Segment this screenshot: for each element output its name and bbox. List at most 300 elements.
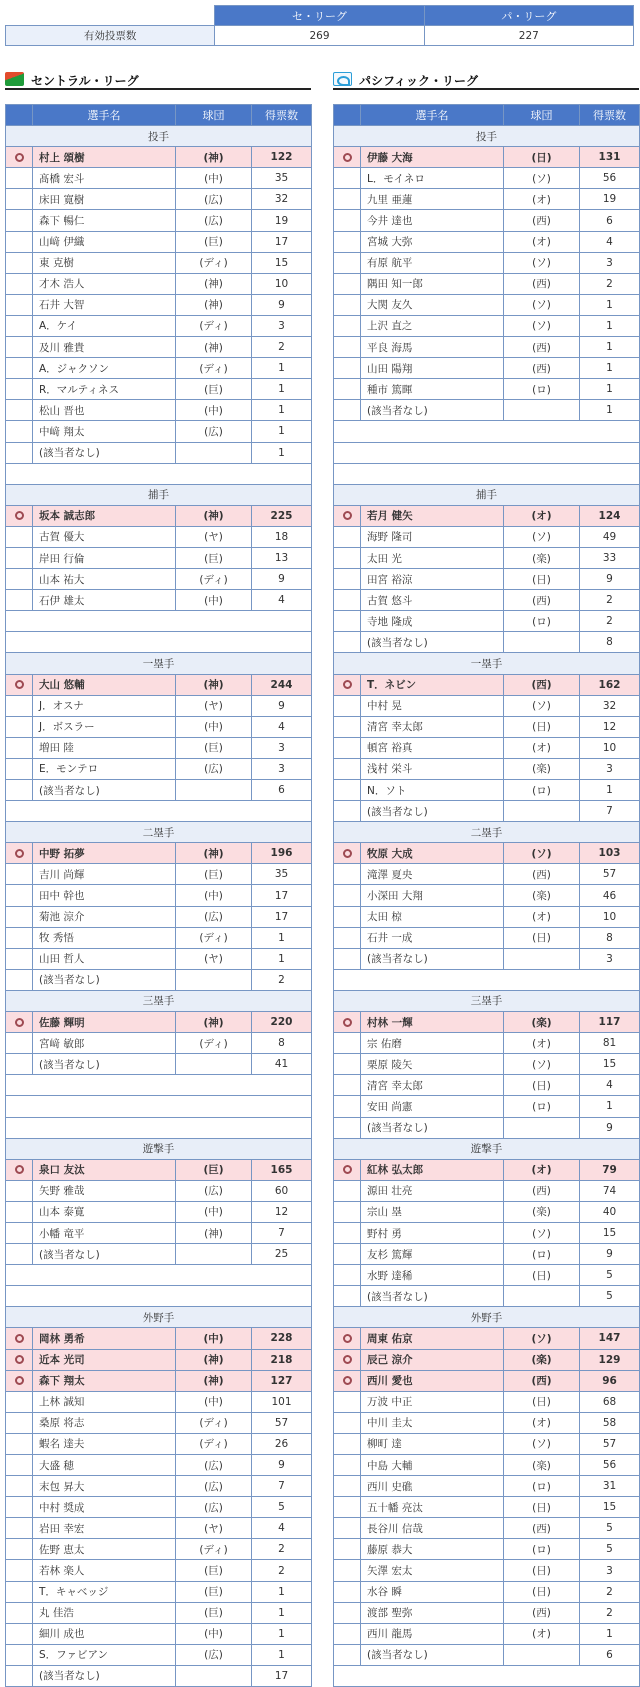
empty-row bbox=[334, 421, 640, 442]
player-name: 石井 一成 bbox=[361, 927, 504, 948]
team-name: (オ) bbox=[504, 906, 580, 927]
player-name: 若林 楽人 bbox=[33, 1560, 176, 1581]
team-name bbox=[504, 801, 580, 822]
table-row bbox=[6, 337, 312, 358]
team-name: (日) bbox=[504, 927, 580, 948]
mark-cell bbox=[334, 505, 361, 526]
team-name: (ディ) bbox=[176, 1539, 252, 1560]
empty-row bbox=[6, 1117, 312, 1138]
player-name: 及川 雅貴 bbox=[33, 337, 176, 358]
vote-count: 1 bbox=[580, 1623, 640, 1644]
team-name bbox=[504, 1286, 580, 1307]
mark-cell bbox=[334, 1644, 361, 1665]
mark-cell bbox=[334, 273, 361, 294]
player-name: 滝澤 夏央 bbox=[361, 864, 504, 885]
team-name: (オ) bbox=[504, 1623, 580, 1644]
player-name: 坂本 誠志郎 bbox=[33, 505, 176, 526]
player-name: 才木 浩人 bbox=[33, 273, 176, 294]
table-row bbox=[334, 1096, 640, 1117]
player-name: 中村 晃 bbox=[361, 695, 504, 716]
team-name: (ソ) bbox=[504, 1054, 580, 1075]
vote-count: 3 bbox=[252, 758, 312, 779]
table-row bbox=[334, 315, 640, 336]
mark-cell bbox=[334, 1349, 361, 1370]
player-name: 清宮 幸太郎 bbox=[361, 716, 504, 737]
table-row bbox=[334, 885, 640, 906]
empty-row bbox=[334, 463, 640, 484]
empty-row bbox=[334, 969, 640, 990]
table-row bbox=[334, 590, 640, 611]
player-name: 床田 寛樹 bbox=[33, 189, 176, 210]
vote-count: 35 bbox=[252, 864, 312, 885]
team-name: (西) bbox=[504, 674, 580, 695]
table-row bbox=[334, 1286, 640, 1307]
mark-cell bbox=[334, 1244, 361, 1265]
vote-count: 1 bbox=[252, 927, 312, 948]
vote-count: 17 bbox=[252, 231, 312, 252]
mark-cell bbox=[6, 1349, 33, 1370]
pacific-league-heading bbox=[333, 68, 639, 90]
player-name: 種市 篤暉 bbox=[361, 379, 504, 400]
position-header-row bbox=[6, 653, 312, 674]
mark-cell bbox=[334, 1159, 361, 1180]
votes-column-header: 得票数 bbox=[252, 105, 312, 126]
mark-cell bbox=[6, 1033, 33, 1054]
empty-cell bbox=[6, 1075, 312, 1096]
team-name: (神) bbox=[176, 674, 252, 695]
mark-cell bbox=[6, 1391, 33, 1412]
mark-cell bbox=[334, 758, 361, 779]
position-label: 一塁手 bbox=[6, 653, 312, 674]
team-name: (ソ) bbox=[504, 695, 580, 716]
winner-circle-icon bbox=[15, 511, 24, 520]
mark-cell bbox=[334, 590, 361, 611]
table-row bbox=[6, 189, 312, 210]
mark-cell bbox=[6, 1222, 33, 1243]
vote-count: 12 bbox=[580, 716, 640, 737]
team-name: (ディ) bbox=[176, 252, 252, 273]
team-name bbox=[176, 780, 252, 801]
winner-circle-icon bbox=[15, 849, 24, 858]
player-name: 平良 海馬 bbox=[361, 337, 504, 358]
player-name: 宮﨑 敏郎 bbox=[33, 1033, 176, 1054]
team-name: (日) bbox=[504, 716, 580, 737]
team-name: (巨) bbox=[176, 864, 252, 885]
player-name: 吉川 尚輝 bbox=[33, 864, 176, 885]
winner-row bbox=[6, 1159, 312, 1180]
vote-count: 32 bbox=[580, 695, 640, 716]
team-name: (中) bbox=[176, 590, 252, 611]
table-row bbox=[6, 1665, 312, 1686]
vote-count: 1 bbox=[580, 294, 640, 315]
team-name: (広) bbox=[176, 1455, 252, 1476]
player-name: 山﨑 伊織 bbox=[33, 231, 176, 252]
vote-count: 8 bbox=[252, 1033, 312, 1054]
team-name: (西) bbox=[504, 590, 580, 611]
table-row bbox=[334, 1412, 640, 1433]
vote-count: 1 bbox=[252, 442, 312, 463]
mark-cell bbox=[334, 843, 361, 864]
team-name: (日) bbox=[504, 1265, 580, 1286]
team-name: (西) bbox=[504, 1180, 580, 1201]
table-row bbox=[6, 442, 312, 463]
position-header-row bbox=[334, 822, 640, 843]
team-name bbox=[504, 1117, 580, 1138]
vote-count: 9 bbox=[252, 569, 312, 590]
vote-count: 4 bbox=[252, 716, 312, 737]
player-name: 増田 陸 bbox=[33, 737, 176, 758]
player-name: 蝦名 達夫 bbox=[33, 1433, 176, 1454]
mark-cell bbox=[6, 716, 33, 737]
player-name: 古賀 悠斗 bbox=[361, 590, 504, 611]
table-row bbox=[6, 1518, 312, 1539]
vote-count: 57 bbox=[252, 1412, 312, 1433]
player-name: 佐野 恵太 bbox=[33, 1539, 176, 1560]
winner-row bbox=[334, 505, 640, 526]
vote-count: 4 bbox=[252, 1518, 312, 1539]
player-name: 太田 光 bbox=[361, 547, 504, 568]
vote-count: 49 bbox=[580, 526, 640, 547]
vote-count: 131 bbox=[580, 147, 640, 168]
vote-count: 10 bbox=[580, 906, 640, 927]
player-name: 今井 達也 bbox=[361, 210, 504, 231]
mark-cell bbox=[6, 674, 33, 695]
vote-count: 1 bbox=[580, 379, 640, 400]
table-row bbox=[6, 927, 312, 948]
empty-cell bbox=[6, 463, 312, 484]
position-header-row bbox=[334, 990, 640, 1011]
mark-cell bbox=[6, 758, 33, 779]
table-row bbox=[6, 1476, 312, 1497]
mark-cell bbox=[6, 526, 33, 547]
mark-cell bbox=[334, 885, 361, 906]
vote-count: 4 bbox=[580, 1075, 640, 1096]
position-header-row bbox=[6, 990, 312, 1011]
mark-cell bbox=[334, 906, 361, 927]
table-row bbox=[334, 358, 640, 379]
team-name: (ヤ) bbox=[176, 948, 252, 969]
team-name: (ソ) bbox=[504, 1433, 580, 1454]
player-name: 丸 佳浩 bbox=[33, 1602, 176, 1623]
mark-cell bbox=[6, 358, 33, 379]
player-name: 小深田 大翔 bbox=[361, 885, 504, 906]
player-name: 佐藤 輝明 bbox=[33, 1012, 176, 1033]
player-name: 野村 勇 bbox=[361, 1222, 504, 1243]
player-name: 中島 大輔 bbox=[361, 1455, 504, 1476]
vote-count: 40 bbox=[580, 1201, 640, 1222]
vote-count: 220 bbox=[252, 1012, 312, 1033]
vote-count: 2 bbox=[580, 611, 640, 632]
mark-cell bbox=[6, 590, 33, 611]
team-name: (西) bbox=[504, 1602, 580, 1623]
team-name: (オ) bbox=[504, 505, 580, 526]
vote-count: 244 bbox=[252, 674, 312, 695]
team-name: (巨) bbox=[176, 547, 252, 568]
vote-count: 19 bbox=[580, 189, 640, 210]
player-name: 有原 航平 bbox=[361, 252, 504, 273]
player-name: L．モイネロ bbox=[361, 168, 504, 189]
position-label: 二塁手 bbox=[6, 822, 312, 843]
mark-cell bbox=[6, 1518, 33, 1539]
winner-circle-icon bbox=[15, 1165, 24, 1174]
team-name: (オ) bbox=[504, 231, 580, 252]
player-name: (該当者なし) bbox=[33, 969, 176, 990]
position-header-row bbox=[334, 484, 640, 505]
player-name: 山田 哲人 bbox=[33, 948, 176, 969]
mark-cell bbox=[6, 1054, 33, 1075]
player-name: 岩田 幸宏 bbox=[33, 1518, 176, 1539]
team-name: (楽) bbox=[504, 758, 580, 779]
team-name bbox=[504, 948, 580, 969]
central-league-heading bbox=[5, 68, 311, 90]
player-name: (該当者なし) bbox=[361, 1286, 504, 1307]
team-name: (オ) bbox=[504, 1033, 580, 1054]
table-row bbox=[334, 1455, 640, 1476]
vote-count: 56 bbox=[580, 168, 640, 189]
team-name: (日) bbox=[504, 147, 580, 168]
team-name: (楽) bbox=[504, 1349, 580, 1370]
team-name: (ソ) bbox=[504, 843, 580, 864]
mark-cell bbox=[6, 843, 33, 864]
vote-count: 1 bbox=[580, 358, 640, 379]
table-row bbox=[6, 1539, 312, 1560]
mark-cell bbox=[6, 1370, 33, 1391]
player-name: (該当者なし) bbox=[33, 442, 176, 463]
mark-cell bbox=[6, 1412, 33, 1433]
position-header-row bbox=[6, 484, 312, 505]
vote-count: 58 bbox=[580, 1412, 640, 1433]
team-name: (中) bbox=[176, 1623, 252, 1644]
team-name: (ヤ) bbox=[176, 526, 252, 547]
team-name: (神) bbox=[176, 1222, 252, 1243]
mark-cell bbox=[334, 780, 361, 801]
winner-circle-icon bbox=[15, 1018, 24, 1027]
table-row bbox=[6, 421, 312, 442]
table-row bbox=[6, 400, 312, 421]
mark-cell bbox=[6, 885, 33, 906]
player-name: 頓宮 裕真 bbox=[361, 737, 504, 758]
mark-cell bbox=[6, 189, 33, 210]
vote-count: 25 bbox=[252, 1244, 312, 1265]
table-row bbox=[334, 1391, 640, 1412]
mark-cell bbox=[6, 442, 33, 463]
player-name: 村林 一輝 bbox=[361, 1012, 504, 1033]
team-name: (楽) bbox=[504, 1012, 580, 1033]
team-name: (ソ) bbox=[504, 315, 580, 336]
team-name: (楽) bbox=[504, 547, 580, 568]
empty-row bbox=[6, 463, 312, 484]
player-name: 長谷川 信哉 bbox=[361, 1518, 504, 1539]
player-name: 中村 奨成 bbox=[33, 1497, 176, 1518]
team-name: (中) bbox=[176, 168, 252, 189]
table-row bbox=[6, 1033, 312, 1054]
team-name: (ディ) bbox=[176, 1033, 252, 1054]
table-row bbox=[334, 1623, 640, 1644]
player-name: 大関 友久 bbox=[361, 294, 504, 315]
player-name-column-header: 選手名 bbox=[33, 105, 176, 126]
central-votes-table bbox=[5, 104, 312, 1687]
vote-count: 1 bbox=[252, 1602, 312, 1623]
player-name: 泉口 友汰 bbox=[33, 1159, 176, 1180]
vote-count: 18 bbox=[252, 526, 312, 547]
vote-count: 79 bbox=[580, 1159, 640, 1180]
table-row bbox=[334, 801, 640, 822]
table-row bbox=[6, 210, 312, 231]
winner-row bbox=[6, 1328, 312, 1349]
mark-cell bbox=[334, 168, 361, 189]
mark-cell bbox=[334, 1476, 361, 1497]
empty-row bbox=[334, 442, 640, 463]
team-name: (広) bbox=[176, 210, 252, 231]
mark-cell bbox=[6, 421, 33, 442]
mark-cell bbox=[334, 1033, 361, 1054]
player-name: 隅田 知一郎 bbox=[361, 273, 504, 294]
mark-cell bbox=[334, 358, 361, 379]
vote-count: 1 bbox=[252, 400, 312, 421]
player-name: 周東 佑京 bbox=[361, 1328, 504, 1349]
player-name: 渡部 聖弥 bbox=[361, 1602, 504, 1623]
vote-count: 9 bbox=[580, 1117, 640, 1138]
position-label: 投手 bbox=[6, 126, 312, 147]
table-row bbox=[6, 1581, 312, 1602]
empty-cell bbox=[334, 442, 640, 463]
vote-count: 56 bbox=[580, 1455, 640, 1476]
mark-cell bbox=[6, 969, 33, 990]
winner-row bbox=[334, 1328, 640, 1349]
team-name bbox=[176, 1244, 252, 1265]
position-label: 捕手 bbox=[6, 484, 312, 505]
player-name: E．モンテロ bbox=[33, 758, 176, 779]
table-row bbox=[334, 1497, 640, 1518]
mark-cell bbox=[334, 737, 361, 758]
mark-cell bbox=[6, 906, 33, 927]
mark-cell bbox=[6, 231, 33, 252]
team-name: (ロ) bbox=[504, 1096, 580, 1117]
player-name: 寺地 隆成 bbox=[361, 611, 504, 632]
team-name: (広) bbox=[176, 1476, 252, 1497]
position-label: 三塁手 bbox=[334, 990, 640, 1011]
mark-cell bbox=[334, 379, 361, 400]
team-name: (神) bbox=[176, 337, 252, 358]
team-name: (ヤ) bbox=[176, 695, 252, 716]
player-name: 末包 昇大 bbox=[33, 1476, 176, 1497]
vote-count: 57 bbox=[580, 864, 640, 885]
vote-count: 127 bbox=[252, 1370, 312, 1391]
table-row bbox=[6, 379, 312, 400]
table-row bbox=[6, 885, 312, 906]
mark-cell bbox=[6, 1623, 33, 1644]
empty-cell bbox=[6, 632, 312, 653]
player-name: 安田 尚憲 bbox=[361, 1096, 504, 1117]
vote-count: 3 bbox=[252, 737, 312, 758]
table-row bbox=[6, 547, 312, 568]
vote-count: 74 bbox=[580, 1180, 640, 1201]
team-name: (広) bbox=[176, 1497, 252, 1518]
winner-row bbox=[334, 1159, 640, 1180]
team-name: (広) bbox=[176, 1180, 252, 1201]
mark-cell bbox=[334, 1117, 361, 1138]
empty-cell bbox=[6, 1286, 312, 1307]
vote-count: 147 bbox=[580, 1328, 640, 1349]
vote-count: 8 bbox=[580, 632, 640, 653]
mark-cell bbox=[6, 1644, 33, 1665]
mark-cell bbox=[334, 1391, 361, 1412]
player-name: 柳町 達 bbox=[361, 1433, 504, 1454]
team-name: (ディ) bbox=[176, 569, 252, 590]
player-name: (該当者なし) bbox=[33, 1054, 176, 1075]
player-name: 水野 達稀 bbox=[361, 1265, 504, 1286]
team-name: (神) bbox=[176, 1349, 252, 1370]
vote-count: 35 bbox=[252, 168, 312, 189]
table-row bbox=[334, 1075, 640, 1096]
votes-column-header: 得票数 bbox=[580, 105, 640, 126]
team-name: (オ) bbox=[504, 1159, 580, 1180]
empty-cell bbox=[334, 969, 640, 990]
player-name: 大盛 穂 bbox=[33, 1455, 176, 1476]
table-row bbox=[6, 1560, 312, 1581]
summary-corner bbox=[6, 6, 215, 26]
player-name: T．キャベッジ bbox=[33, 1581, 176, 1602]
winner-circle-icon bbox=[343, 511, 352, 520]
player-name: 村上 頌樹 bbox=[33, 147, 176, 168]
player-name: 牧原 大成 bbox=[361, 843, 504, 864]
mark-cell bbox=[6, 273, 33, 294]
table-row bbox=[334, 1033, 640, 1054]
winner-circle-icon bbox=[15, 680, 24, 689]
mark-cell bbox=[334, 948, 361, 969]
player-name: 辰己 涼介 bbox=[361, 1349, 504, 1370]
winner-row bbox=[6, 1370, 312, 1391]
team-column-header: 球団 bbox=[176, 105, 252, 126]
empty-cell bbox=[6, 1265, 312, 1286]
table-row bbox=[334, 1518, 640, 1539]
winner-circle-icon bbox=[343, 1334, 352, 1343]
mark-cell bbox=[334, 1328, 361, 1349]
team-name: (ソ) bbox=[504, 168, 580, 189]
vote-count: 19 bbox=[252, 210, 312, 231]
central-league-logo-icon bbox=[5, 72, 24, 86]
table-row bbox=[334, 168, 640, 189]
mark-cell bbox=[6, 400, 33, 421]
mark-cell bbox=[334, 1054, 361, 1075]
mark-cell bbox=[334, 1497, 361, 1518]
player-name: 田中 幹也 bbox=[33, 885, 176, 906]
empty-cell bbox=[6, 801, 312, 822]
winner-row bbox=[6, 1012, 312, 1033]
mark-cell bbox=[334, 695, 361, 716]
table-row bbox=[6, 273, 312, 294]
position-header-row bbox=[6, 126, 312, 147]
central-league-title: セントラル・リーグ bbox=[31, 74, 139, 88]
team-name: (日) bbox=[504, 1581, 580, 1602]
mark-cell bbox=[334, 1180, 361, 1201]
mark-column-header bbox=[334, 105, 361, 126]
vote-count: 225 bbox=[252, 505, 312, 526]
player-name: A．ジャクソン bbox=[33, 358, 176, 379]
position-header-row bbox=[334, 1138, 640, 1159]
vote-count: 41 bbox=[252, 1054, 312, 1075]
mark-cell bbox=[6, 1497, 33, 1518]
table-row bbox=[334, 294, 640, 315]
team-name: (巨) bbox=[176, 1159, 252, 1180]
player-name: 大山 悠輔 bbox=[33, 674, 176, 695]
winner-row bbox=[6, 843, 312, 864]
player-name: 西川 龍馬 bbox=[361, 1623, 504, 1644]
empty-cell bbox=[334, 463, 640, 484]
player-name: 髙橋 宏斗 bbox=[33, 168, 176, 189]
team-name: (ロ) bbox=[504, 780, 580, 801]
vote-count: 124 bbox=[580, 505, 640, 526]
